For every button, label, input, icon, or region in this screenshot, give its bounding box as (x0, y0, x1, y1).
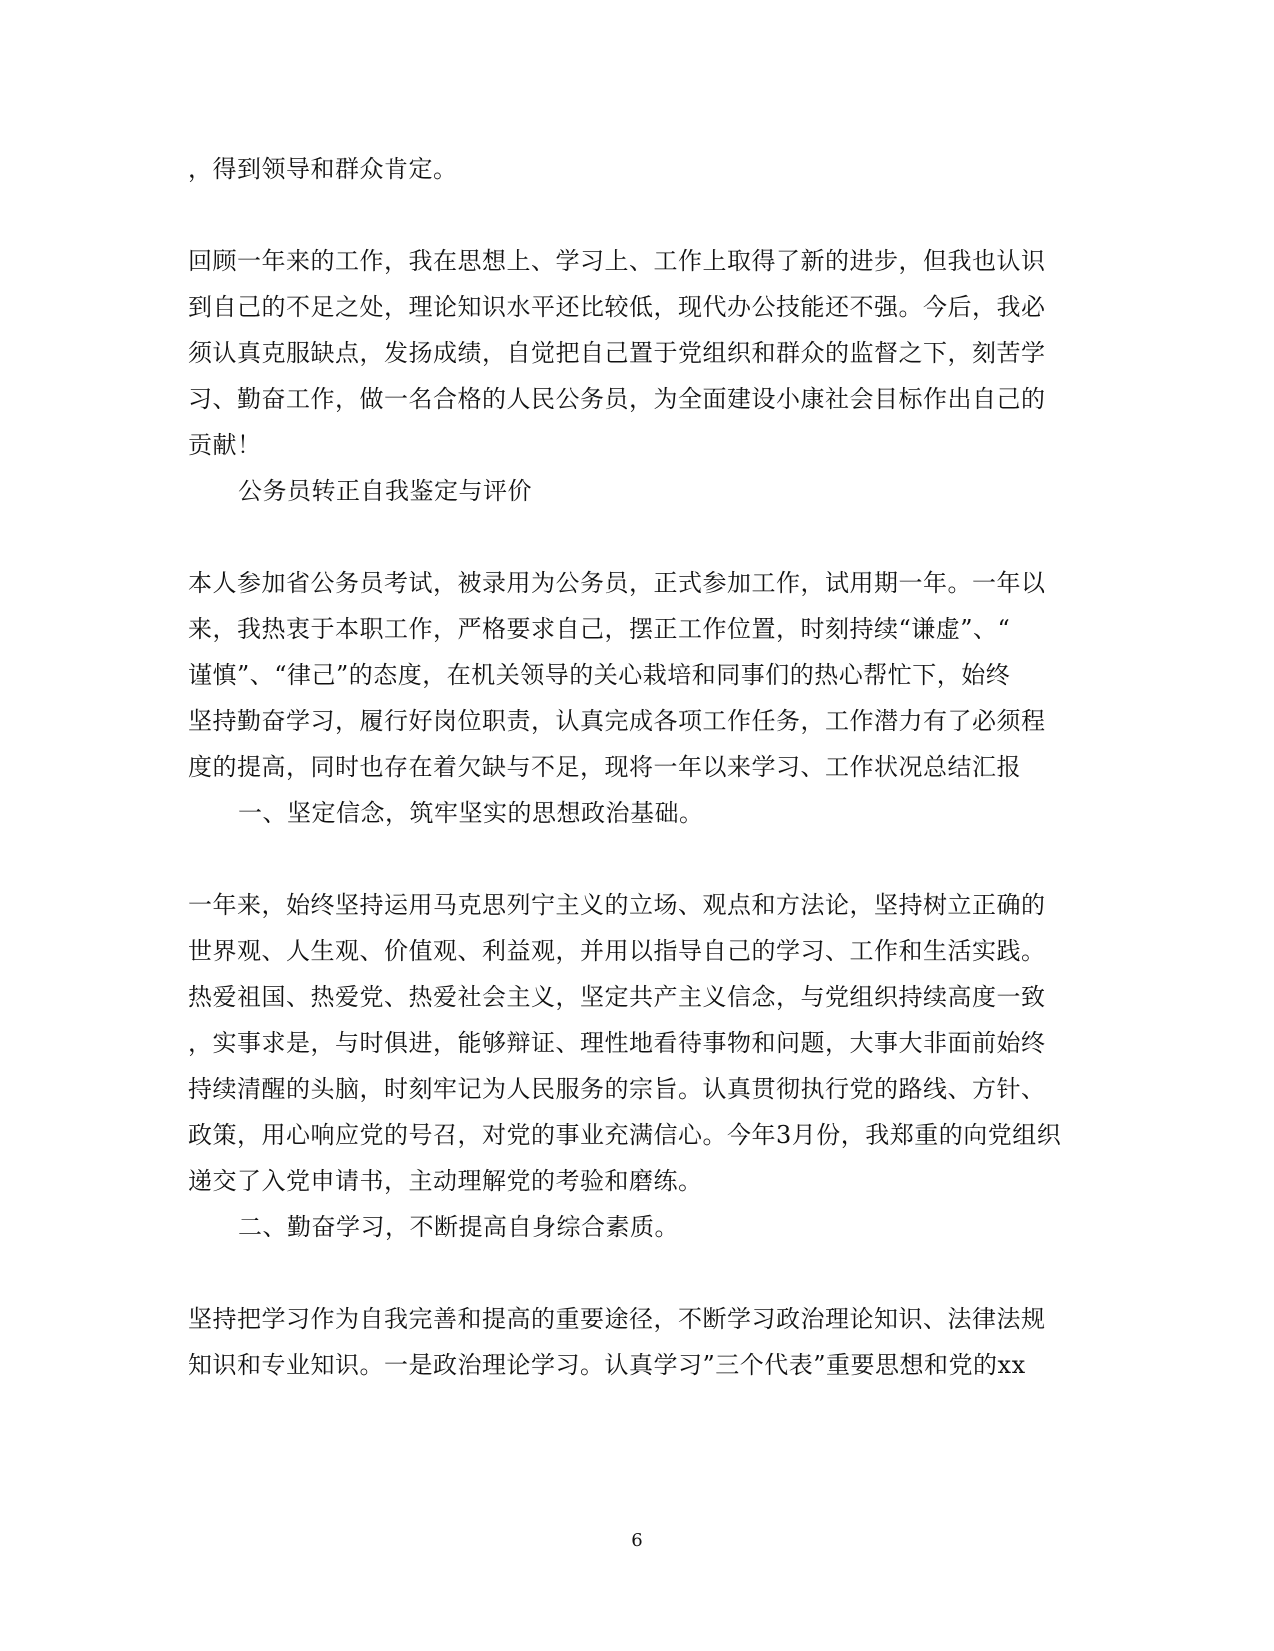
section-heading: 一、坚定信念，筑牢坚实的思想政治基础。 (238, 799, 704, 827)
text-line: 度的提高，同时也存在着欠缺与不足，现将一年以来学习、工作状况总结汇报 (188, 753, 1021, 781)
text-line: ，实事求是，与时俱进，能够辩证、理性地看待事物和问题，大事大非面前始终 (188, 1029, 1046, 1057)
text-line: 坚持勤奋学习，履行好岗位职责，认真完成各项工作任务，工作潜力有了必须程 (188, 707, 1046, 735)
text-line: 持续清醒的头脑，时刻牢记为人民服务的宗旨。认真贯彻执行党的路线、方针、 (188, 1075, 1046, 1103)
text-line: 政策，用心响应党的号召，对党的事业充满信心。今年3月份，我郑重的向党组织 (188, 1121, 1062, 1149)
text-line: 一年来，始终坚持运用马克思列宁主义的立场、观点和方法论，坚持树立正确的 (188, 891, 1046, 919)
text-line: ，得到领导和群众肯定。 (188, 155, 458, 183)
text-line: 来，我热衷于本职工作，严格要求自己，摆正工作位置，时刻持续“谦虚”、“ (188, 615, 1011, 643)
text-line: 知识和专业知识。一是政治理论学习。认真学习”三个代表”重要思想和党的xx (188, 1351, 1026, 1379)
text-line: 到自己的不足之处，理论知识水平还比较低，现代办公技能还不强。今后，我必 (188, 293, 1046, 321)
text-line: 须认真克服缺点，发扬成绩，自觉把自己置于党组织和群众的监督之下，刻苦学 (188, 339, 1046, 367)
text-line: 回顾一年来的工作，我在思想上、学习上、工作上取得了新的进步，但我也认识 (188, 247, 1046, 275)
text-line: 坚持把学习作为自我完善和提高的重要途径，不断学习政治理论知识、法律法规 (188, 1305, 1046, 1333)
text-line: 谨慎”、“律己”的态度，在机关领导的关心栽培和同事们的热心帮忙下，始终 (188, 661, 1011, 689)
text-line: 习、勤奋工作，做一名合格的人民公务员，为全面建设小康社会目标作出自己的 (188, 385, 1046, 413)
text-line: 世界观、人生观、价值观、利益观，并用以指导自己的学习、工作和生活实践。 (188, 937, 1046, 965)
text-line: 贡献！ (188, 431, 262, 459)
section-heading: 二、勤奋学习，不断提高自身综合素质。 (238, 1213, 679, 1241)
page-number: 6 (631, 1530, 643, 1551)
section-title: 公务员转正自我鉴定与评价 (238, 477, 532, 505)
text-line: 递交了入党申请书，主动理解党的考验和磨练。 (188, 1167, 703, 1195)
text-line: 本人参加省公务员考试，被录用为公务员，正式参加工作，试用期一年。一年以 (188, 569, 1046, 597)
text-line: 热爱祖国、热爱党、热爱社会主义，坚定共产主义信念，与党组织持续高度一致 (188, 983, 1046, 1011)
